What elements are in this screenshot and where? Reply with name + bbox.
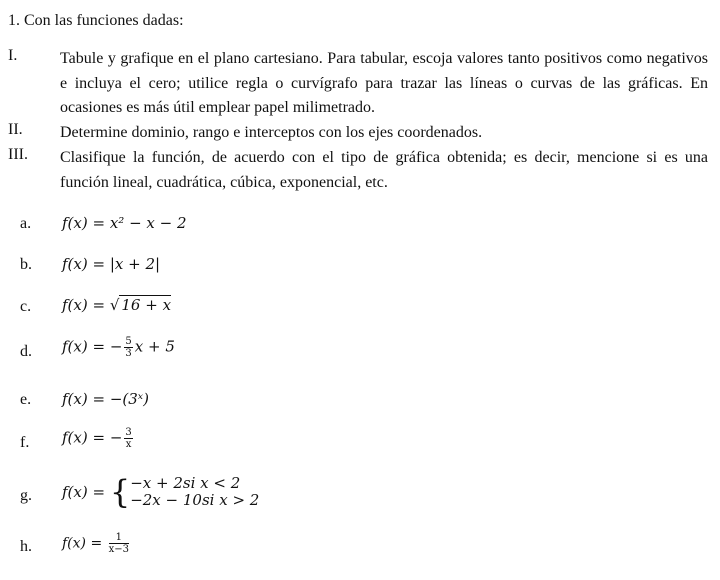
function-g bbox=[62, 475, 259, 509]
denominator: 3 bbox=[125, 348, 132, 359]
numerator: 5 bbox=[125, 336, 132, 347]
function-lhs: f(x) = bbox=[62, 483, 110, 501]
function-b bbox=[62, 255, 160, 273]
function-lhs: f(x) = bbox=[62, 535, 107, 552]
piecewise-cases bbox=[130, 475, 259, 509]
item-label: f. bbox=[20, 434, 30, 451]
item-label: g. bbox=[20, 487, 32, 504]
function-body: −(3ˣ) bbox=[109, 390, 149, 408]
case-condition: si x < 2 bbox=[182, 474, 241, 492]
function-h bbox=[62, 532, 131, 555]
case-expression: −x + 2 bbox=[130, 474, 183, 492]
item-label: e. bbox=[20, 391, 32, 408]
function-body: |x + 2| bbox=[109, 255, 161, 273]
function-d bbox=[62, 336, 175, 359]
fraction bbox=[124, 336, 132, 359]
function-lhs: f(x) = bbox=[62, 296, 110, 314]
instruction-text: Tabule y grafique en el plano cartesiano. Para tabular, escoja valores tanto positivos como negativos e incluya el cero; utilice regla o curvígrafo para trazar las líneas o curvas de las gráficas. En ocasiones es más útil emplear papel milimetrado. bbox=[60, 50, 708, 116]
function-f bbox=[62, 427, 135, 450]
instruction-number: III. bbox=[8, 146, 28, 163]
radicand: 16 + x bbox=[121, 296, 172, 314]
numerator: 3 bbox=[125, 427, 132, 438]
fraction bbox=[124, 427, 132, 450]
instruction-number: I. bbox=[8, 47, 18, 64]
function-lhs: f(x) = − bbox=[62, 337, 123, 356]
case-expression: −2x − 10 bbox=[130, 491, 202, 509]
sqrt-icon: √ bbox=[109, 296, 120, 314]
denominator: x−3 bbox=[108, 544, 130, 555]
function-lhs: f(x) = − bbox=[62, 428, 123, 447]
instruction-number: II. bbox=[8, 121, 23, 138]
item-label: c. bbox=[20, 298, 32, 315]
denominator: x bbox=[125, 439, 132, 450]
function-c bbox=[62, 296, 171, 314]
function-lhs: f(x) = bbox=[62, 214, 110, 232]
case-condition: si x > 2 bbox=[201, 491, 260, 509]
numerator: 1 bbox=[109, 532, 129, 544]
item-label: b. bbox=[20, 256, 32, 273]
brace-icon: { bbox=[109, 473, 131, 511]
function-lhs: f(x) = bbox=[62, 390, 110, 408]
instruction-text: Determine dominio, rango e interceptos con los ejes coordenados. bbox=[60, 124, 483, 141]
item-label: d. bbox=[20, 343, 32, 360]
function-tail: x + 5 bbox=[134, 337, 175, 356]
fraction bbox=[109, 532, 129, 555]
function-e bbox=[62, 390, 149, 408]
item-label: h. bbox=[20, 538, 32, 555]
function-body: x² − x − 2 bbox=[109, 214, 187, 232]
exercise-heading: 1. Con las funciones dadas: bbox=[8, 12, 184, 29]
function-lhs: f(x) = bbox=[62, 255, 110, 273]
item-label: a. bbox=[20, 215, 32, 232]
instruction-text: Clasifique la función, de acuerdo con el tipo de gráfica obtenida; es decir, mencione si es una función lineal, cuadrática, cúbica, exponencial, etc. bbox=[60, 149, 708, 191]
function-a bbox=[62, 214, 187, 232]
